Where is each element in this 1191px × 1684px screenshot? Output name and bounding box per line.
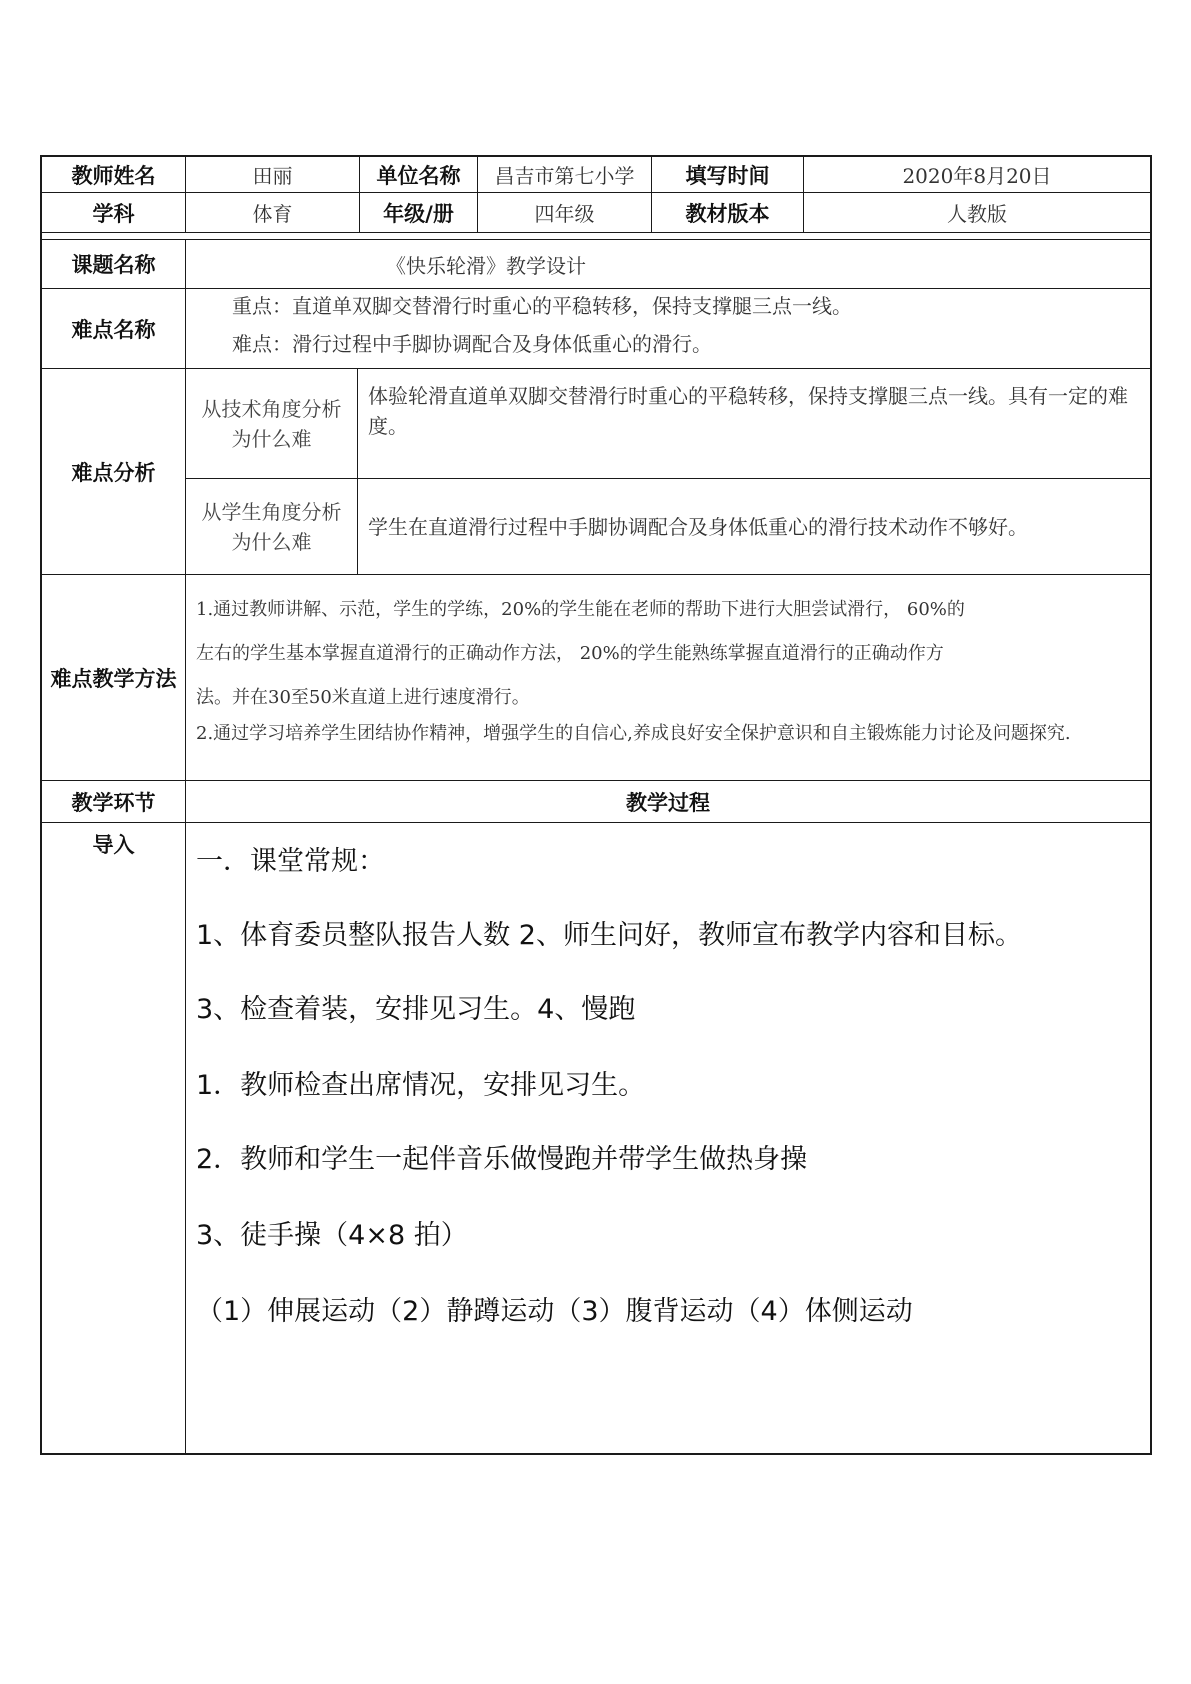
teacher-name-value: 田丽 xyxy=(186,157,360,192)
intro-line: 一．课堂常规： xyxy=(196,846,385,877)
row-topic xyxy=(42,239,1150,289)
fill-date-label: 填写时间 xyxy=(652,157,804,192)
unit-name-label: 单位名称 xyxy=(360,157,478,192)
method-p1-line2: 左右的学生基本掌握直道滑行的正确动作方法， 20%的学生能熟练掌握直道滑行的正确动作方 xyxy=(196,643,944,664)
intro-line: 3、检查着装，安排见习生。4、慢跑 xyxy=(196,994,636,1025)
analysis-tech-block xyxy=(186,369,1150,479)
tech-angle-value: 体验轮滑直道单双脚交替滑行时重心的平稳转移，保持支撑腿三点一线。具有一定的难度。 xyxy=(368,384,1128,438)
analysis-student-block xyxy=(186,479,1150,574)
lesson-plan-table xyxy=(40,155,1152,1455)
student-angle-label: 从学生角度分析为什么难 xyxy=(186,479,358,574)
process-header: 教学过程 xyxy=(626,790,710,815)
intro-stage-label: 导入 xyxy=(42,823,186,1453)
teacher-name-label: 教师姓名 xyxy=(42,157,186,192)
method-p2: 2.通过学习培养学生团结协作精神，增强学生的自信心,养成良好安全保护意识和自主锻炼能力讨论及问题探究. xyxy=(196,723,1071,744)
difficulty-content xyxy=(186,289,1150,368)
student-angle-value: 学生在直道滑行过程中手脚协调配合及身体低重心的滑行技术动作不够好。 xyxy=(368,514,1028,539)
intro-line: 2．教师和学生一起伴音乐做慢跑并带学生做热身操 xyxy=(196,1144,808,1175)
intro-line: 1．教师检查出席情况，安排见习生。 xyxy=(196,1070,646,1101)
row-process-header xyxy=(42,781,1150,823)
method-p1-line1: 1.通过教师讲解、示范，学生的学练，20%的学生能在老师的帮助下进行大胆尝试滑行， 60%的 xyxy=(196,599,965,620)
method-content xyxy=(186,575,1150,780)
difficulty-label: 难点名称 xyxy=(42,289,186,368)
subject-value: 体育 xyxy=(186,193,360,232)
grade-label: 年级/册 xyxy=(360,193,478,232)
intro-content xyxy=(186,823,1150,1453)
row-difficulty xyxy=(42,289,1150,369)
unit-name-value: 昌吉市第七小学 xyxy=(478,157,652,192)
intro-line: （1）伸展运动（2）静蹲运动（3）腹背运动（4）体侧运动 xyxy=(196,1296,913,1327)
row-method xyxy=(42,575,1150,781)
edition-value: 人教版 xyxy=(947,202,1007,226)
tech-angle-label: 从技术角度分析为什么难 xyxy=(186,369,358,478)
row-subject-info xyxy=(42,193,1150,233)
intro-line: 1、体育委员整队报告人数 2、师生问好，教师宣布教学内容和目标。 xyxy=(196,920,1022,951)
method-label: 难点教学方法 xyxy=(42,575,186,780)
method-p1-line3: 法。并在30至50米直道上进行速度滑行。 xyxy=(196,687,530,708)
analysis-label: 难点分析 xyxy=(42,369,186,574)
row-intro xyxy=(42,823,1150,1453)
grade-value: 四年级 xyxy=(478,193,652,232)
key-point-text: 重点：直道单双脚交替滑行时重心的平稳转移，保持支撑腿三点一线。 xyxy=(232,294,852,318)
edition-label: 教材版本 xyxy=(652,193,804,232)
hard-point-text: 难点：滑行过程中手脚协调配合及身体低重心的滑行。 xyxy=(232,332,712,356)
subject-label: 学科 xyxy=(42,193,186,232)
row-analysis xyxy=(42,369,1150,575)
intro-line: 3、徒手操（4×8 拍） xyxy=(196,1220,468,1251)
stage-header: 教学环节 xyxy=(42,781,186,822)
fill-date-value: 2020年8月20日 xyxy=(902,164,1052,188)
row-teacher-info xyxy=(42,157,1150,193)
topic-label: 课题名称 xyxy=(42,240,186,288)
topic-value: 《快乐轮滑》教学设计 xyxy=(386,253,586,278)
